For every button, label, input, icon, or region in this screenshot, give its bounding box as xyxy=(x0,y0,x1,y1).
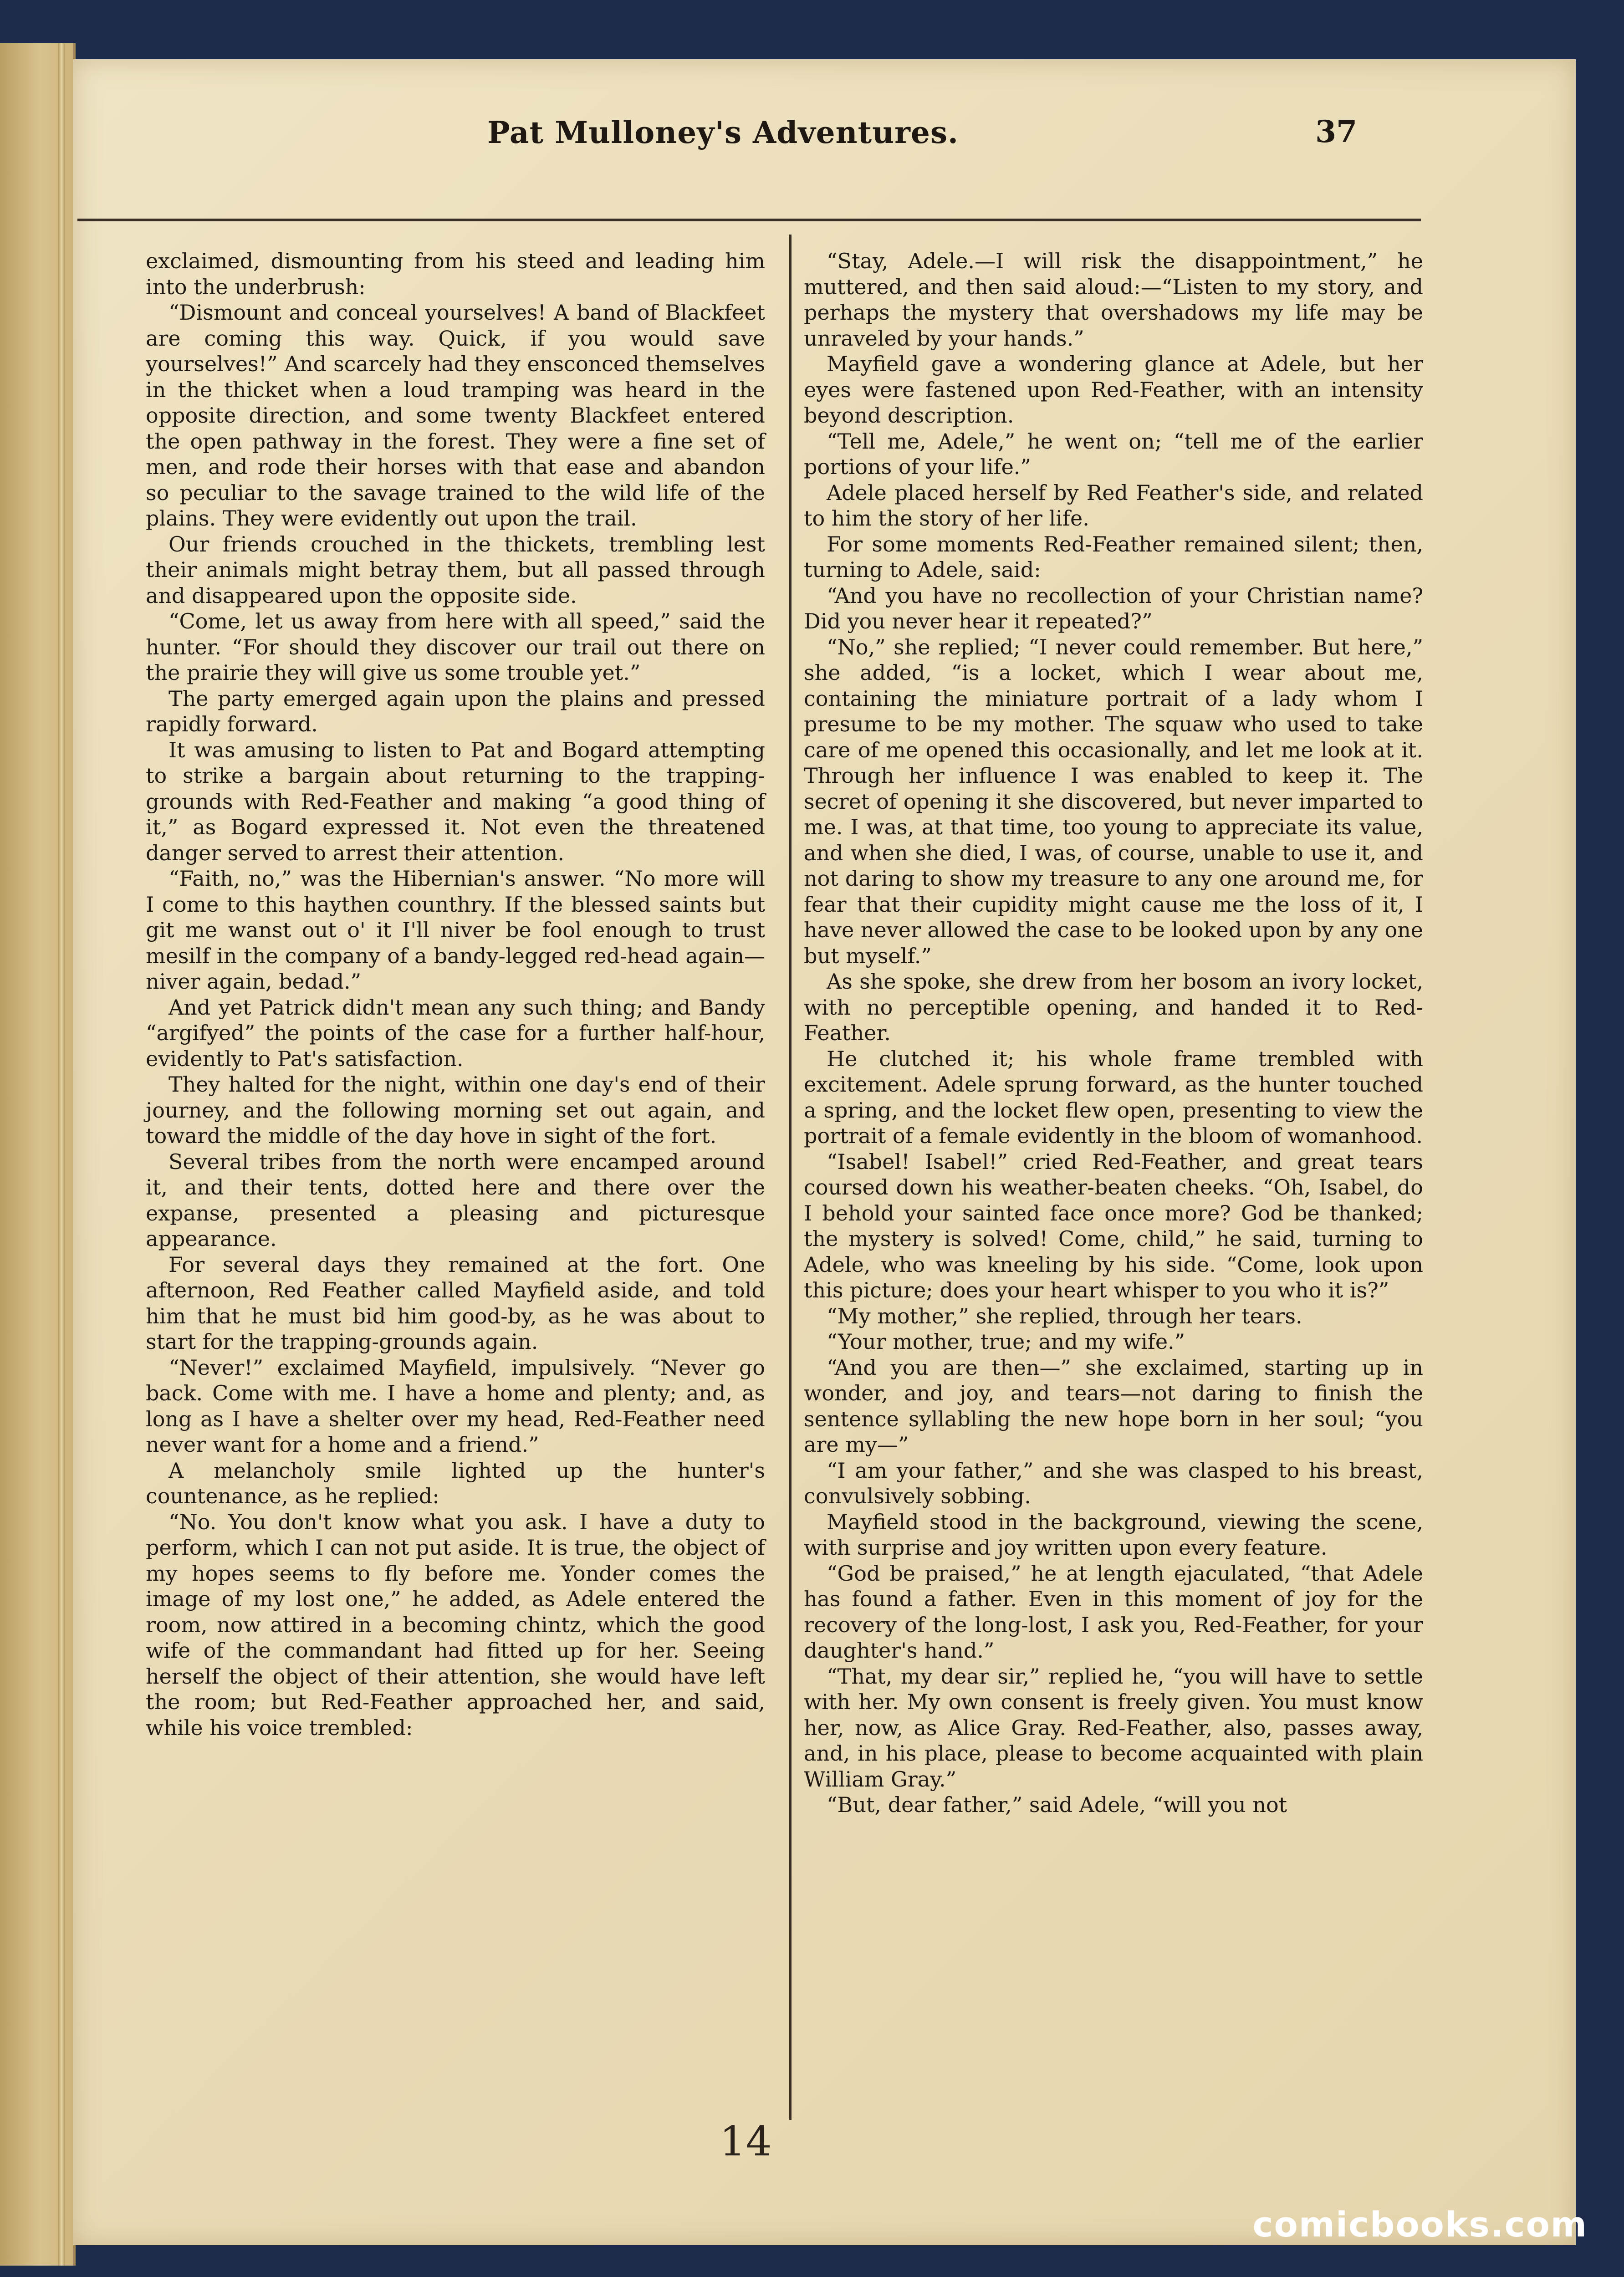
page-number: 37 xyxy=(1315,114,1357,149)
paragraph: The party emerged again upon the plains and pressed rapidly forward. xyxy=(146,686,765,736)
paragraph: “Never!” exclaimed Mayfield, impulsively. “Never go back. Come with me. I have a home and plenty; and, as long as I have a shelter over my head, Red-Feather need never want for a home and a friend.” xyxy=(146,1355,765,1457)
column-divider xyxy=(789,235,792,2120)
paragraph: He clutched it; his whole frame trembled with excitement. Adele sprung forward, as the hunter touched a spring, and the locket flew open, presenting to view the portrait of a female evidently in the bloom of womanhood. xyxy=(804,1046,1423,1148)
paragraph: “And you have no recollection of your Christian name? Did you never hear it repeated?” xyxy=(804,583,1423,633)
paragraph: “Isabel! Isabel!” cried Red-Feather, and great tears coursed down his weather-beaten cheeks. “Oh, Isabel, do I behold your sainted face once more? God be thanked; the mystery is solved! Come, child,” he said, turning to Adele, who was kneeling by his side. “Come, look upon this picture; does your heart whisper to you who it is?” xyxy=(804,1149,1423,1302)
paragraph: exclaimed, dismounting from his steed and leading him into the underbrush: xyxy=(146,249,765,299)
paragraph: It was amusing to listen to Pat and Bogard attempting to strike a bargain about returning to the trapping-grounds with Red-Feather and making “a good thing of it,” as Bogard expressed it. Not even the threatened danger served to arrest their attention. xyxy=(146,737,765,865)
paragraph: “I am your father,” and she was clasped to his breast, convulsively sobbing. xyxy=(804,1458,1423,1508)
paragraph: As she spoke, she drew from her bosom an ivory locket, with no perceptible opening, and handed it to Red-Feather. xyxy=(804,969,1423,1045)
binding-crease xyxy=(58,43,65,2266)
paragraph: “And you are then—” she exclaimed, starting up in wonder, and joy, and tears—not daring to finish the sentence syllabling the new hope born in her soul; “you are my—” xyxy=(804,1355,1423,1457)
page-header xyxy=(96,109,1362,164)
paragraph: And yet Patrick didn't mean any such thing; and Bandy “argifyed” the points of the case for a further half-hour, evidently to Pat's satisfaction. xyxy=(146,995,765,1071)
paragraph: “Come, let us away from here with all speed,” said the hunter. “For should they discover our trail out there on the prairie they will give us some trouble yet.” xyxy=(146,609,765,685)
paragraph: “Dismount and conceal yourselves! A band of Blackfeet are coming this way. Quick, if you would save yourselves!” And scarcely had they ensconced themselves in the thicket when a loud tramping was heard in the opposite direction, and some twenty Blackfeet entered the open pathway in the forest. They were a fine set of men, and rode their horses with that ease and abandon so peculiar to the savage trained to the wild life of the plains. They were evidently out upon the trail. xyxy=(146,300,765,531)
paragraph: “God be praised,” he at length ejaculated, “that Adele has found a father. Even in this moment of joy for the recovery of the long-lost, I ask you, Red-Feather, for your daughter's hand.” xyxy=(804,1561,1423,1663)
paragraph: “My mother,” she replied, through her tears. xyxy=(827,1303,1302,1328)
paragraph: For several days they remained at the fort. One afternoon, Red Feather called Mayfield aside, and told him that he must bid him good-by, as he was about to start for the trapping-grounds again. xyxy=(146,1252,765,1354)
site-watermark: comicbooks.com xyxy=(1252,2204,1588,2245)
handwritten-page-mark: 14 xyxy=(720,2118,772,2165)
paragraph: “Stay, Adele.—I will risk the disappointment,” he muttered, and then said aloud:—“Listen to my story, and perhaps the mystery that overshadows my life may be unraveled by your hands.” xyxy=(804,249,1423,351)
header-rule xyxy=(77,219,1421,221)
paragraph: “Your mother, true; and my wife.” xyxy=(827,1329,1185,1354)
running-title: Pat Mulloney's Adventures. xyxy=(487,115,959,150)
paragraph: “No. You don't know what you ask. I have a duty to perform, which I can not put aside. It is true, the object of my hopes seems to fly before me. Yonder comes the image of my lost one,” he added, as Adele entered the room, now attired in a becoming chintz, which the good wife of the commandant had fitted up for her. Seeing herself the object of their attention, she would have left the room; but Red-Feather approached her, and said, while his voice trembled: xyxy=(146,1509,765,1740)
right-column xyxy=(804,248,1423,1818)
paragraph: “That, my dear sir,” replied he, “you will have to settle with her. My own consent is freely given. You must know her, now, as Alice Gray. Red-Feather, also, passes away, and, in his place, please to become acquainted with plain William Gray.” xyxy=(804,1664,1423,1792)
paragraph: They halted for the night, within one day's end of their journey, and the following morning set out again, and toward the middle of the day hove in sight of the fort. xyxy=(146,1072,765,1148)
paragraph: Mayfield gave a wondering glance at Adele, but her eyes were fastened upon Red-Feather, with an intensity beyond description. xyxy=(804,352,1423,428)
paragraph: Several tribes from the north were encamped around it, and their tents, dotted here and there over the expanse, presented a pleasing and picturesque appearance. xyxy=(146,1149,765,1251)
paragraph: “No,” she replied; “I never could remember. But here,” she added, “is a locket, which I wear about me, containing the miniature portrait of a lady whom I presume to be my mother. The squaw who used to take care of me opened this occasionally, and let me look at it. Through her influence I was enabled to keep it. The secret of opening it she discovered, but never imparted to me. I was, at that time, too young to appreciate its value, and when she died, I was, of course, unable to use it, and not daring to show my treasure to any one around me, for fear that their cupidity might cause me the loss of it, I have never allowed the case to be looked upon by any one but myself.” xyxy=(804,634,1423,968)
paragraph: “Faith, no,” was the Hibernian's answer. “No more will I come to this haythen counthry. If the blessed saints but git me wanst out o' it I'll niver be fool enough to trust mesilf in the company of a bandy-legged red-head again—niver again, bedad.” xyxy=(146,866,765,994)
left-column xyxy=(146,248,765,1741)
paragraph: A melancholy smile lighted up the hunter's countenance, as he replied: xyxy=(146,1458,765,1508)
paragraph: Mayfield stood in the background, viewing the scene, with surprise and joy written upon every feature. xyxy=(804,1509,1423,1560)
paragraph: “But, dear father,” said Adele, “will you not xyxy=(827,1792,1287,1817)
previous-page-edge xyxy=(0,43,76,2266)
paragraph: “Tell me, Adele,” he went on; “tell me of the earlier portions of your life.” xyxy=(804,429,1423,479)
paragraph: For some moments Red-Feather remained silent; then, turning to Adele, said: xyxy=(804,531,1423,582)
paragraph: Our friends crouched in the thickets, trembling lest their animals might betray them, but all passed through and disappeared upon the opposite side. xyxy=(146,531,765,608)
paragraph: Adele placed herself by Red Feather's side, and related to him the story of her life. xyxy=(804,480,1423,531)
